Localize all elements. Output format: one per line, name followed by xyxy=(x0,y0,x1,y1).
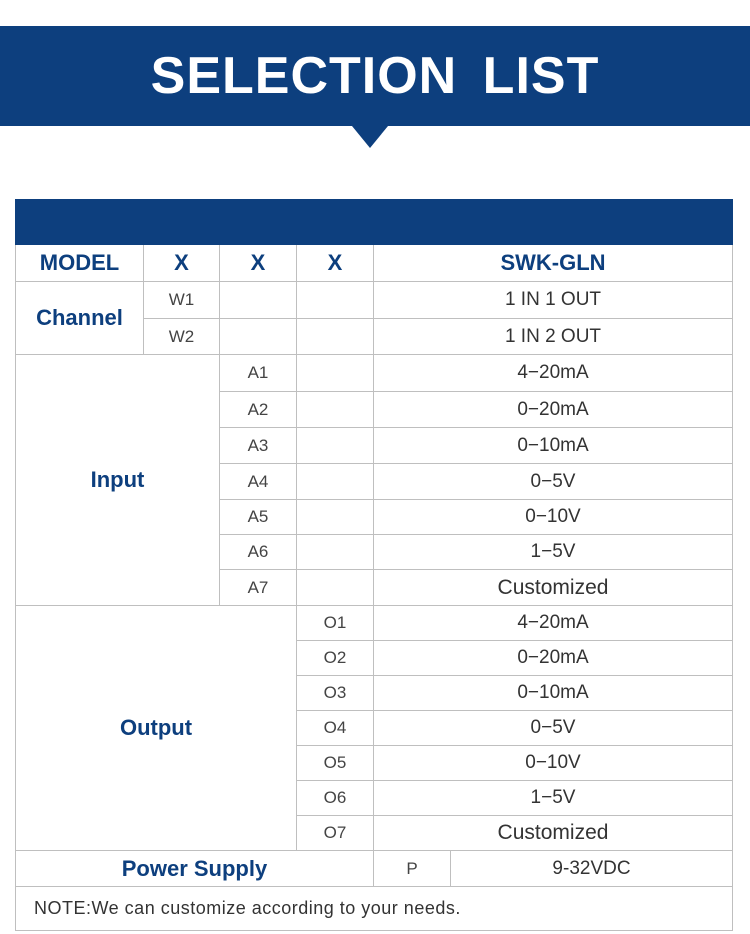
empty-cell xyxy=(297,500,374,535)
input-value: Customized xyxy=(374,570,733,606)
output-code: O7 xyxy=(297,816,374,851)
header-x-input: X xyxy=(220,245,297,282)
empty-cell xyxy=(297,355,374,392)
output-code: O3 xyxy=(297,676,374,711)
power-supply-value: 9-32VDC xyxy=(451,851,733,887)
output-value: Customized xyxy=(374,816,733,851)
input-value: 0−20mA xyxy=(374,392,733,428)
title-banner xyxy=(0,26,750,126)
output-code: O4 xyxy=(297,711,374,746)
input-value: 1−5V xyxy=(374,535,733,570)
empty-cell xyxy=(220,319,297,355)
input-value: 4−20mA xyxy=(374,355,733,392)
header-x-output: X xyxy=(297,245,374,282)
note-text: NOTE:We can customize according to your needs. xyxy=(15,887,733,931)
channel-value: 1 IN 1 OUT xyxy=(374,282,733,319)
page-title: SELECTION LIST xyxy=(150,47,600,105)
input-code: A2 xyxy=(220,392,297,428)
channel-code: W1 xyxy=(144,282,220,319)
empty-cell xyxy=(297,392,374,428)
input-code: A1 xyxy=(220,355,297,392)
output-value: 0−20mA xyxy=(374,641,733,676)
empty-cell xyxy=(297,535,374,570)
header-model: MODEL xyxy=(15,245,144,282)
empty-cell xyxy=(297,282,374,319)
input-label: Input xyxy=(15,355,220,606)
output-value: 4−20mA xyxy=(374,606,733,641)
output-code: O2 xyxy=(297,641,374,676)
table-header-bar xyxy=(15,199,733,245)
input-code: A6 xyxy=(220,535,297,570)
output-value: 1−5V xyxy=(374,781,733,816)
output-code: O5 xyxy=(297,746,374,781)
output-code: O1 xyxy=(297,606,374,641)
input-value: 0−10V xyxy=(374,500,733,535)
header-product: SWK-GLN xyxy=(374,245,733,282)
header-x-channel: X xyxy=(144,245,220,282)
output-value: 0−5V xyxy=(374,711,733,746)
output-code: O6 xyxy=(297,781,374,816)
output-label: Output xyxy=(15,606,297,851)
input-code: A3 xyxy=(220,428,297,464)
input-code: A4 xyxy=(220,464,297,500)
channel-code: W2 xyxy=(144,319,220,355)
input-code: A5 xyxy=(220,500,297,535)
empty-cell xyxy=(297,570,374,606)
input-value: 0−5V xyxy=(374,464,733,500)
channel-label: Channel xyxy=(15,282,144,355)
empty-cell xyxy=(297,319,374,355)
power-supply-label: Power Supply xyxy=(15,851,374,887)
channel-value: 1 IN 2 OUT xyxy=(374,319,733,355)
input-value: 0−10mA xyxy=(374,428,733,464)
input-code: A7 xyxy=(220,570,297,606)
output-value: 0−10mA xyxy=(374,676,733,711)
empty-cell xyxy=(297,428,374,464)
empty-cell xyxy=(220,282,297,319)
power-supply-code: P xyxy=(374,851,451,887)
banner-pointer xyxy=(352,126,388,148)
output-value: 0−10V xyxy=(374,746,733,781)
empty-cell xyxy=(297,464,374,500)
